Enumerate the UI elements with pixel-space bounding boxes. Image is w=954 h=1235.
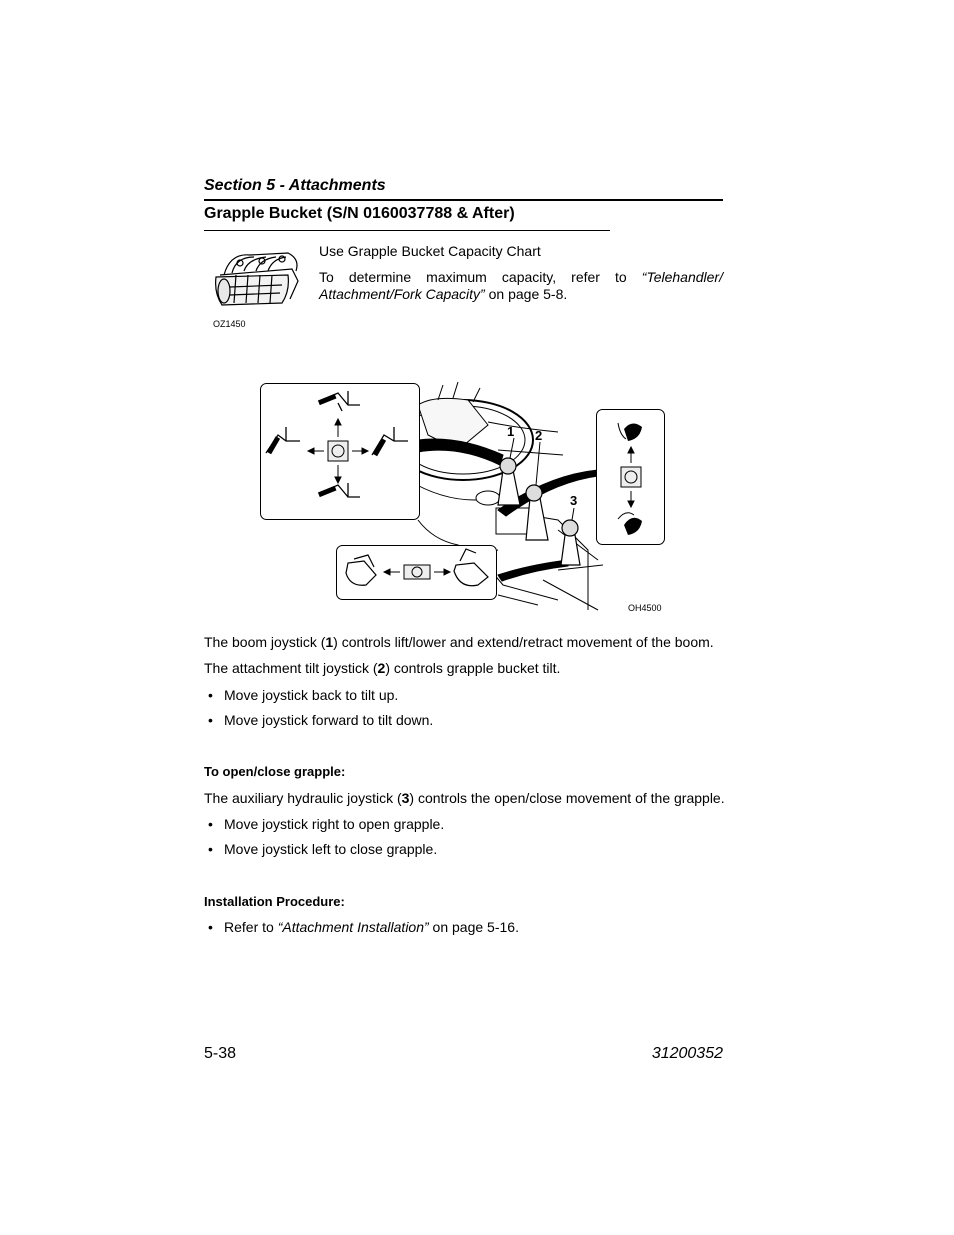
open-close-heading: To open/close grapple: xyxy=(204,764,346,779)
capacity-ref-prefix: To determine maximum capacity, refer to xyxy=(319,269,642,285)
bullet-marker: • xyxy=(208,687,213,703)
joystick-3 xyxy=(561,520,580,565)
paragraph-auxiliary xyxy=(204,790,725,807)
header-rule xyxy=(204,199,723,201)
p1-b: ) controls lift/lower and extend/retract movement of the boom. xyxy=(333,634,714,650)
installation-heading: Installation Procedure: xyxy=(204,894,345,909)
section-title: Section 5 - Attachments xyxy=(204,177,386,194)
paragraph-tilt xyxy=(204,660,560,677)
callout-2: 2 xyxy=(535,428,543,443)
list-item: Move joystick back to tilt up. xyxy=(224,687,399,703)
capacity-reference-line1 xyxy=(319,269,723,286)
joystick-2 xyxy=(526,485,548,540)
bullet-marker: • xyxy=(208,841,213,857)
page-heading: Grapple Bucket (S/N 0160037788 & After) xyxy=(204,205,515,222)
list-item: Move joystick left to close grapple. xyxy=(224,841,438,857)
install-prefix: Refer to xyxy=(224,919,278,935)
list-item: Move joystick forward to tilt down. xyxy=(224,712,434,728)
install-link[interactable]: “Attachment Installation” xyxy=(277,919,429,935)
installation-reference xyxy=(224,919,519,935)
capacity-chart-note: Use Grapple Bucket Capacity Chart xyxy=(319,243,541,259)
p3-b: ) controls the open/close movement of the grapple. xyxy=(409,790,725,806)
capacity-ref-suffix: on page 5-8. xyxy=(484,286,568,302)
grapple-control-panel xyxy=(336,545,498,601)
callout-3: 3 xyxy=(570,493,578,508)
heading-rule xyxy=(204,230,610,231)
callout-1: 1 xyxy=(507,424,515,439)
p3-a: The auxiliary hydraulic joystick ( xyxy=(204,790,402,806)
tilt-control-panel xyxy=(596,409,666,547)
p2-bold: 2 xyxy=(377,660,386,676)
boom-control-panel xyxy=(260,383,420,521)
capacity-ref-link-b[interactable]: Attachment/Fork Capacity” xyxy=(319,286,485,302)
p1-a: The boom joystick ( xyxy=(204,634,326,650)
p2-a: The attachment tilt joystick ( xyxy=(204,660,378,676)
paragraph-boom xyxy=(204,634,714,651)
list-item: Move joystick right to open grapple. xyxy=(224,816,445,832)
p2-b: ) controls grapple bucket tilt. xyxy=(385,660,561,676)
install-suffix: on page 5-16. xyxy=(428,919,519,935)
capacity-ref-link-a[interactable]: “Telehandler/ xyxy=(641,269,723,285)
p3-bold: 3 xyxy=(401,790,410,806)
figure-code: OH4500 xyxy=(628,603,662,613)
p1-bold: 1 xyxy=(325,634,334,650)
thumbnail-code: OZ1450 xyxy=(213,319,246,329)
document-number: 31200352 xyxy=(651,1045,723,1062)
bullet-marker: • xyxy=(208,919,213,935)
bullet-marker: • xyxy=(208,816,213,832)
page-number: 5-38 xyxy=(204,1045,237,1062)
grapple-bucket-illustration xyxy=(210,245,305,315)
bullet-marker: • xyxy=(208,712,213,728)
capacity-reference-line2 xyxy=(319,286,567,303)
joystick-center-icon xyxy=(328,441,348,461)
